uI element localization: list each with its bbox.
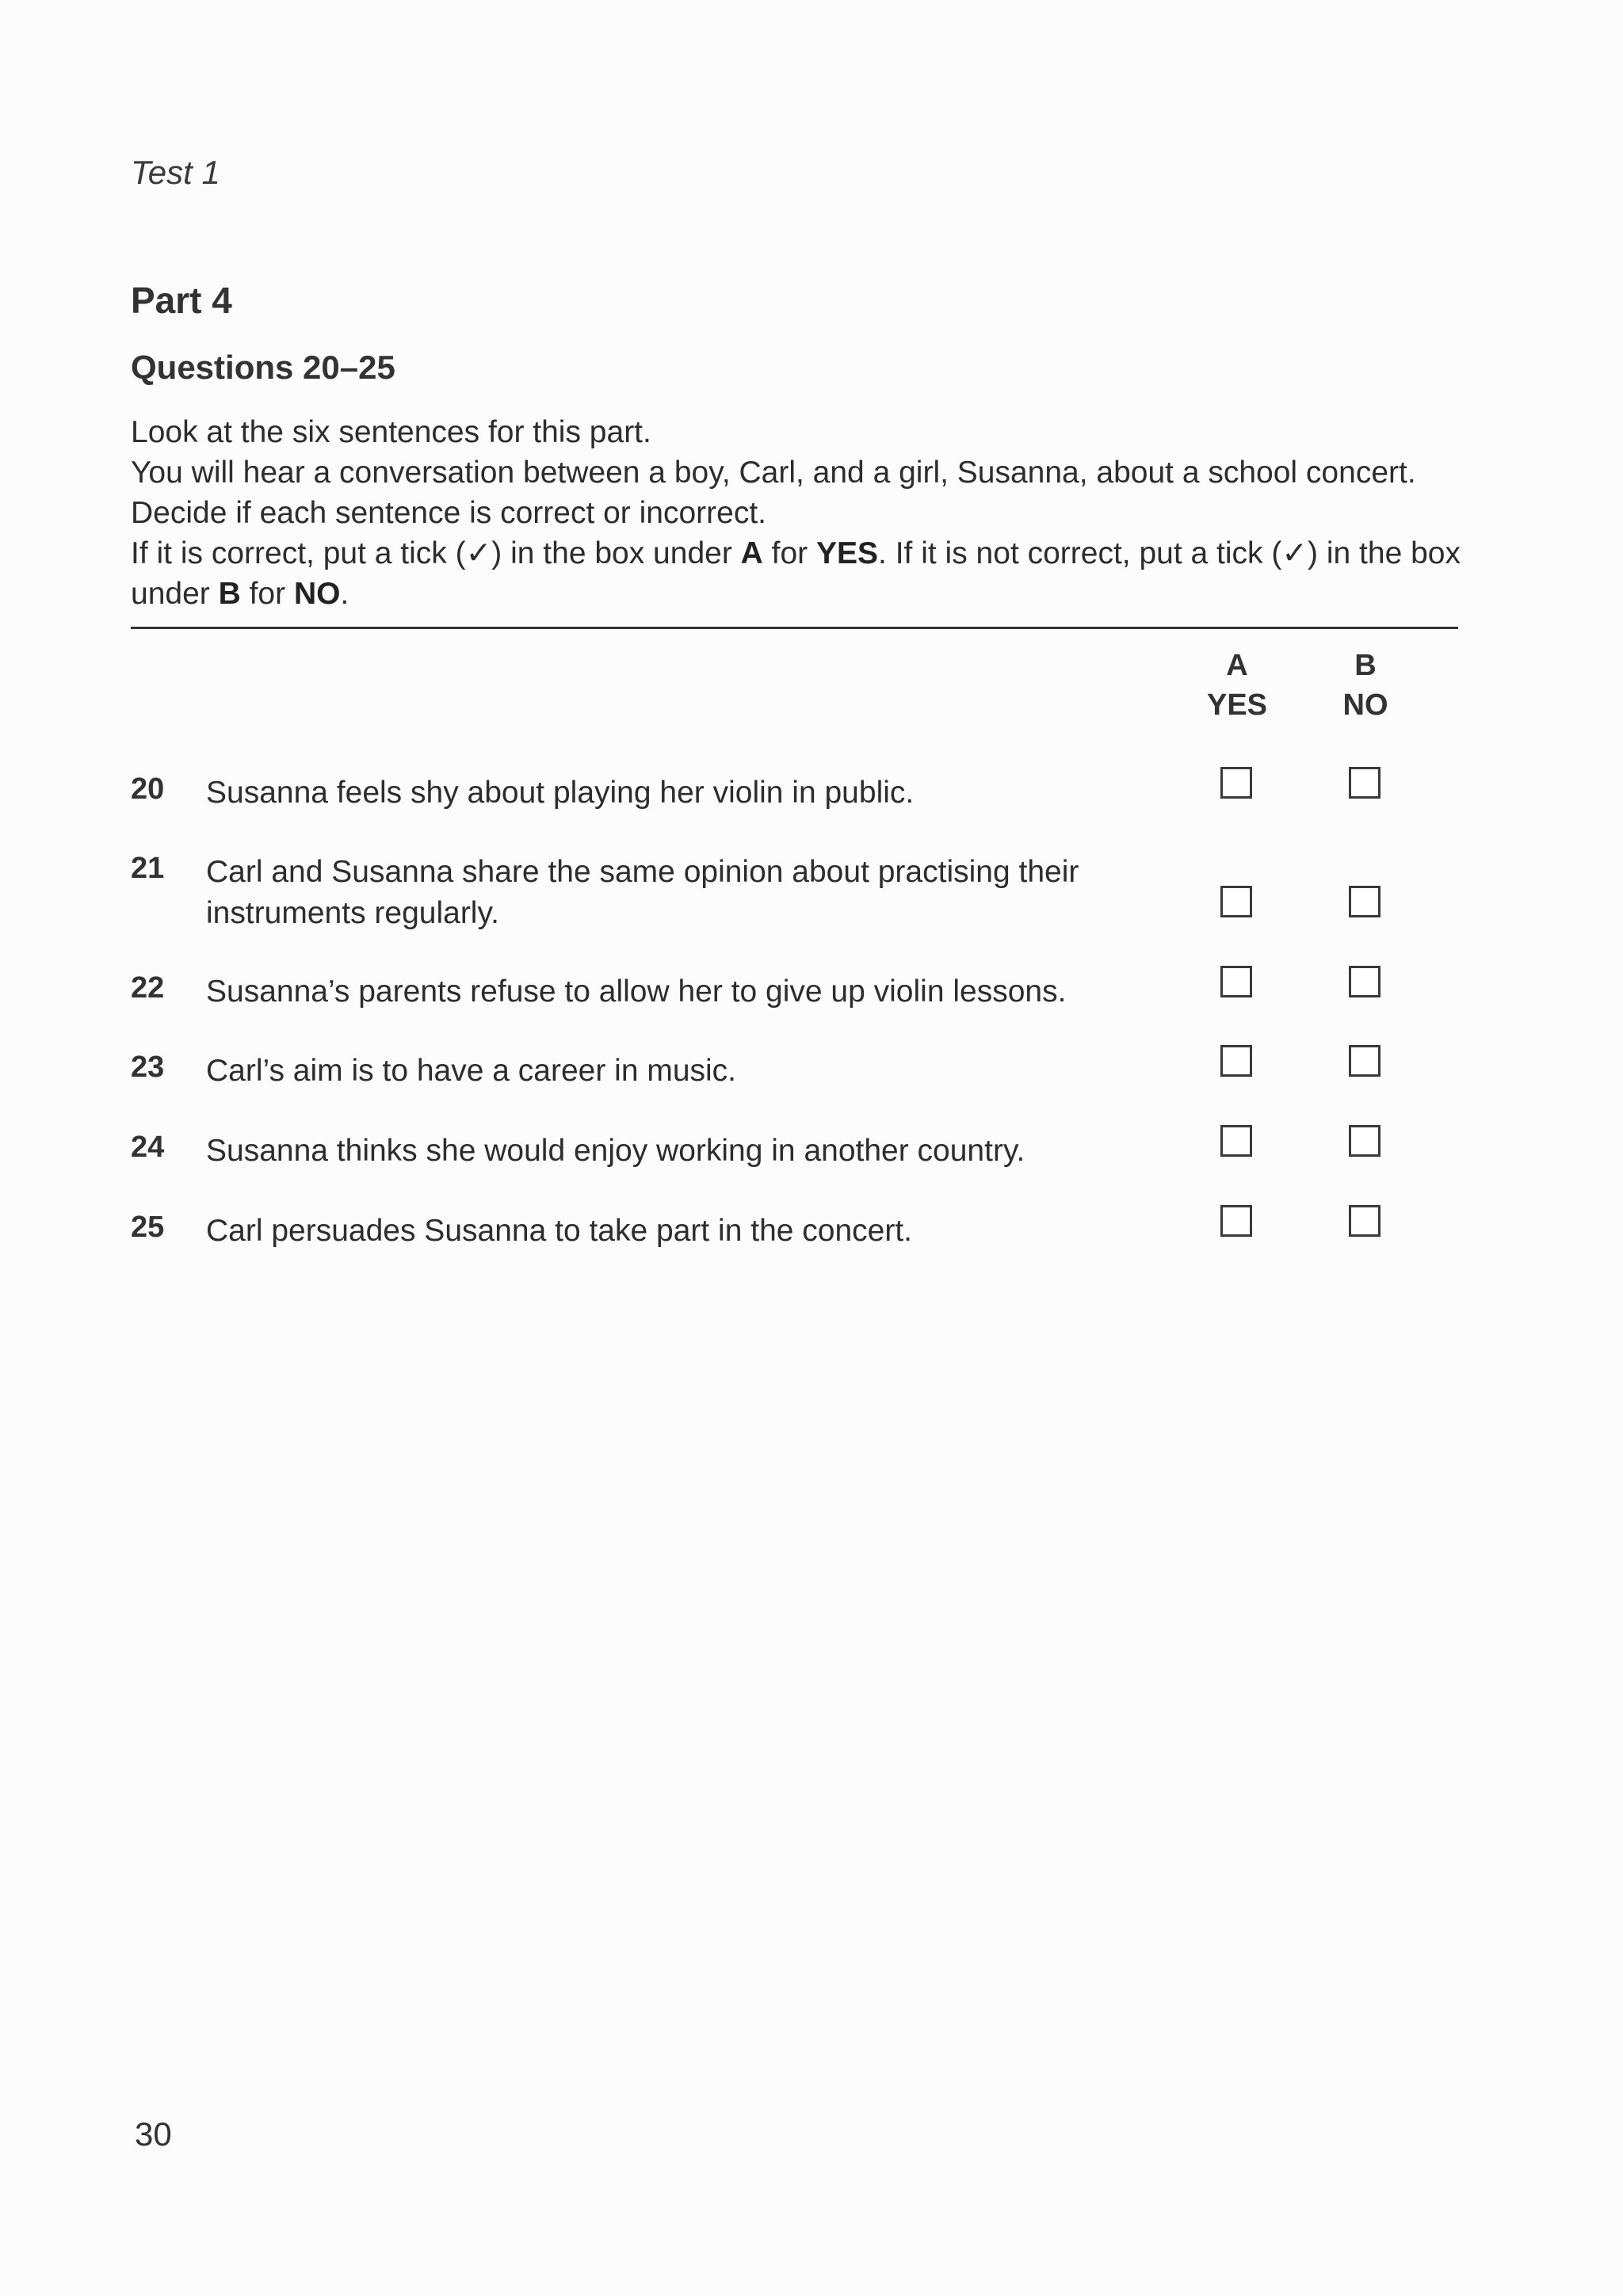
column-a-label: YES <box>1206 688 1268 722</box>
q22-no-checkbox[interactable] <box>1349 966 1381 997</box>
instruction-line <box>131 574 1462 614</box>
divider-rule <box>131 627 1458 629</box>
q20-no-checkbox[interactable] <box>1349 767 1381 799</box>
q25-no-checkbox[interactable] <box>1349 1205 1381 1237</box>
questions-title: Questions 20–25 <box>131 349 395 386</box>
question-number: 20 <box>131 772 165 806</box>
instruction-text: . <box>340 577 349 611</box>
test-label: Test 1 <box>131 154 220 191</box>
page-number: 30 <box>135 2115 172 2153</box>
q23-yes-checkbox[interactable] <box>1220 1045 1252 1077</box>
question-text: Susanna’s parents refuse to allow her to give up violin lessons. <box>206 974 1067 1009</box>
question-text-line: instruments regularly. <box>206 896 499 930</box>
column-b-letter: B <box>1354 649 1377 682</box>
q20-yes-checkbox[interactable] <box>1220 767 1252 799</box>
question-text-line: Carl and Susanna share the same opinion about practising their <box>206 855 1079 889</box>
column-header-b <box>1318 646 1413 725</box>
column-a-letter: A <box>1226 649 1248 682</box>
instruction-bold: YES <box>816 536 879 570</box>
q23-no-checkbox[interactable] <box>1349 1045 1381 1077</box>
instruction-text: If it is correct, put a tick (✓) in the box under <box>131 536 741 570</box>
instruction-text: . If it is not correct, put a tick (✓) in the box <box>878 536 1461 570</box>
question-number: 25 <box>131 1211 165 1244</box>
instruction-text: for <box>762 536 816 570</box>
question-number: 21 <box>131 852 165 885</box>
instruction-line: Look at the six sentences for this part. <box>131 415 651 449</box>
instruction-bold: B <box>218 577 241 611</box>
instruction-line: Decide if each sentence is correct or incorrect. <box>131 496 767 530</box>
question-text: Susanna thinks she would enjoy working in another country. <box>206 1134 1025 1168</box>
question-text: Carl persuades Susanna to take part in the concert. <box>206 1214 913 1248</box>
instruction-bold: A <box>740 536 763 570</box>
q21-yes-checkbox[interactable] <box>1220 886 1252 917</box>
q25-yes-checkbox[interactable] <box>1220 1205 1252 1237</box>
question-text <box>206 852 1157 934</box>
column-b-label: NO <box>1342 688 1388 722</box>
question-text: Carl’s aim is to have a career in music. <box>206 1054 737 1088</box>
q21-no-checkbox[interactable] <box>1349 886 1381 917</box>
instruction-line <box>131 533 1462 574</box>
instruction-line: You will hear a conversation between a boy, Carl, and a girl, Susanna, about a school concert. <box>131 456 1416 490</box>
question-number: 23 <box>131 1051 165 1084</box>
instruction-bold: NO <box>293 577 341 611</box>
instruction-text: for <box>240 577 294 611</box>
part-title: Part 4 <box>131 280 232 321</box>
question-text: Susanna feels shy about playing her violin in public. <box>206 776 915 810</box>
q24-no-checkbox[interactable] <box>1349 1125 1381 1157</box>
question-number: 24 <box>131 1131 165 1164</box>
instructions <box>131 412 1462 614</box>
q22-yes-checkbox[interactable] <box>1220 966 1252 997</box>
column-header-a <box>1190 646 1285 725</box>
question-number: 22 <box>131 971 165 1005</box>
instruction-text: under <box>131 577 219 611</box>
q24-yes-checkbox[interactable] <box>1220 1125 1252 1157</box>
